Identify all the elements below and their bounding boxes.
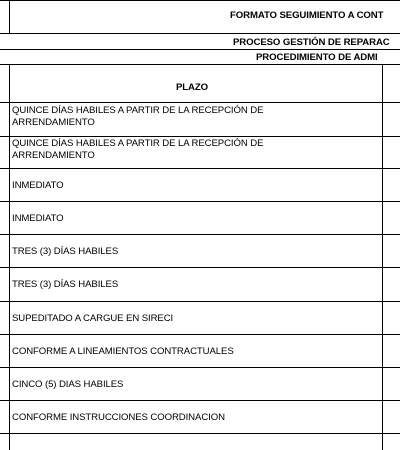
cell-text-line: ARRENDAMIENTO [12, 150, 95, 161]
grid-line [0, 49, 400, 50]
grid-line [0, 234, 400, 235]
cell-text-line: ARRENDAMIENTO [12, 117, 95, 128]
cell-text-line: QUINCE DÍAS HABILES A PARTIR DE LA RECEPCIÓN DE [12, 138, 264, 149]
table-row [12, 180, 64, 192]
grid-line [0, 201, 400, 202]
cell-text-line: CINCO (5) DIAS HABILES [12, 379, 124, 390]
grid-line [0, 334, 400, 335]
grid-line [0, 0, 400, 1]
cell-text-line: INMEDIATO [12, 213, 64, 224]
table-row [12, 213, 64, 225]
table-row [12, 412, 225, 424]
grid-line [0, 267, 400, 268]
table-row [12, 379, 123, 391]
grid-line [0, 102, 400, 103]
grid-line [0, 433, 400, 434]
grid-line [0, 367, 400, 368]
table-row [12, 246, 118, 258]
process-title: PROCESO GESTIÓN DE REPARAC [233, 37, 390, 48]
grid-line [0, 168, 400, 169]
grid-line [0, 136, 400, 137]
table-row [12, 105, 263, 129]
table-row [12, 346, 234, 358]
cell-text-line: CONFORME A LINEAMIENTOS CONTRACTUALES [12, 346, 234, 357]
procedure-title: PROCEDIMIENTO DE ADMI [256, 52, 378, 63]
cell-text-line: QUINCE DÍAS HABILES A PARTIR DE LA RECEPCIÓN DE [12, 105, 264, 116]
cell-text-line: TRES (3) DÍAS HABILES [12, 279, 119, 290]
cell-text-line: SUPEDITADO A CARGUE EN SIRECI [12, 313, 174, 324]
grid-line [382, 64, 383, 450]
table-row [12, 279, 118, 291]
form-title: FORMATO SEGUIMIENTO A CONT [230, 10, 384, 21]
grid-line [9, 0, 10, 34]
grid-line [0, 33, 400, 34]
cell-text-line: CONFORME INSTRUCCIONES COORDINACION [12, 412, 225, 423]
column-header-plazo: PLAZO [176, 82, 209, 93]
cell-text-line: INMEDIATO [12, 180, 64, 191]
table-row [12, 313, 173, 325]
grid-line [9, 64, 10, 450]
grid-line [0, 64, 400, 65]
cell-text-line: TRES (3) DÍAS HABILES [12, 246, 119, 257]
table-row [12, 138, 263, 162]
grid-line [0, 400, 400, 401]
grid-line [0, 301, 400, 302]
